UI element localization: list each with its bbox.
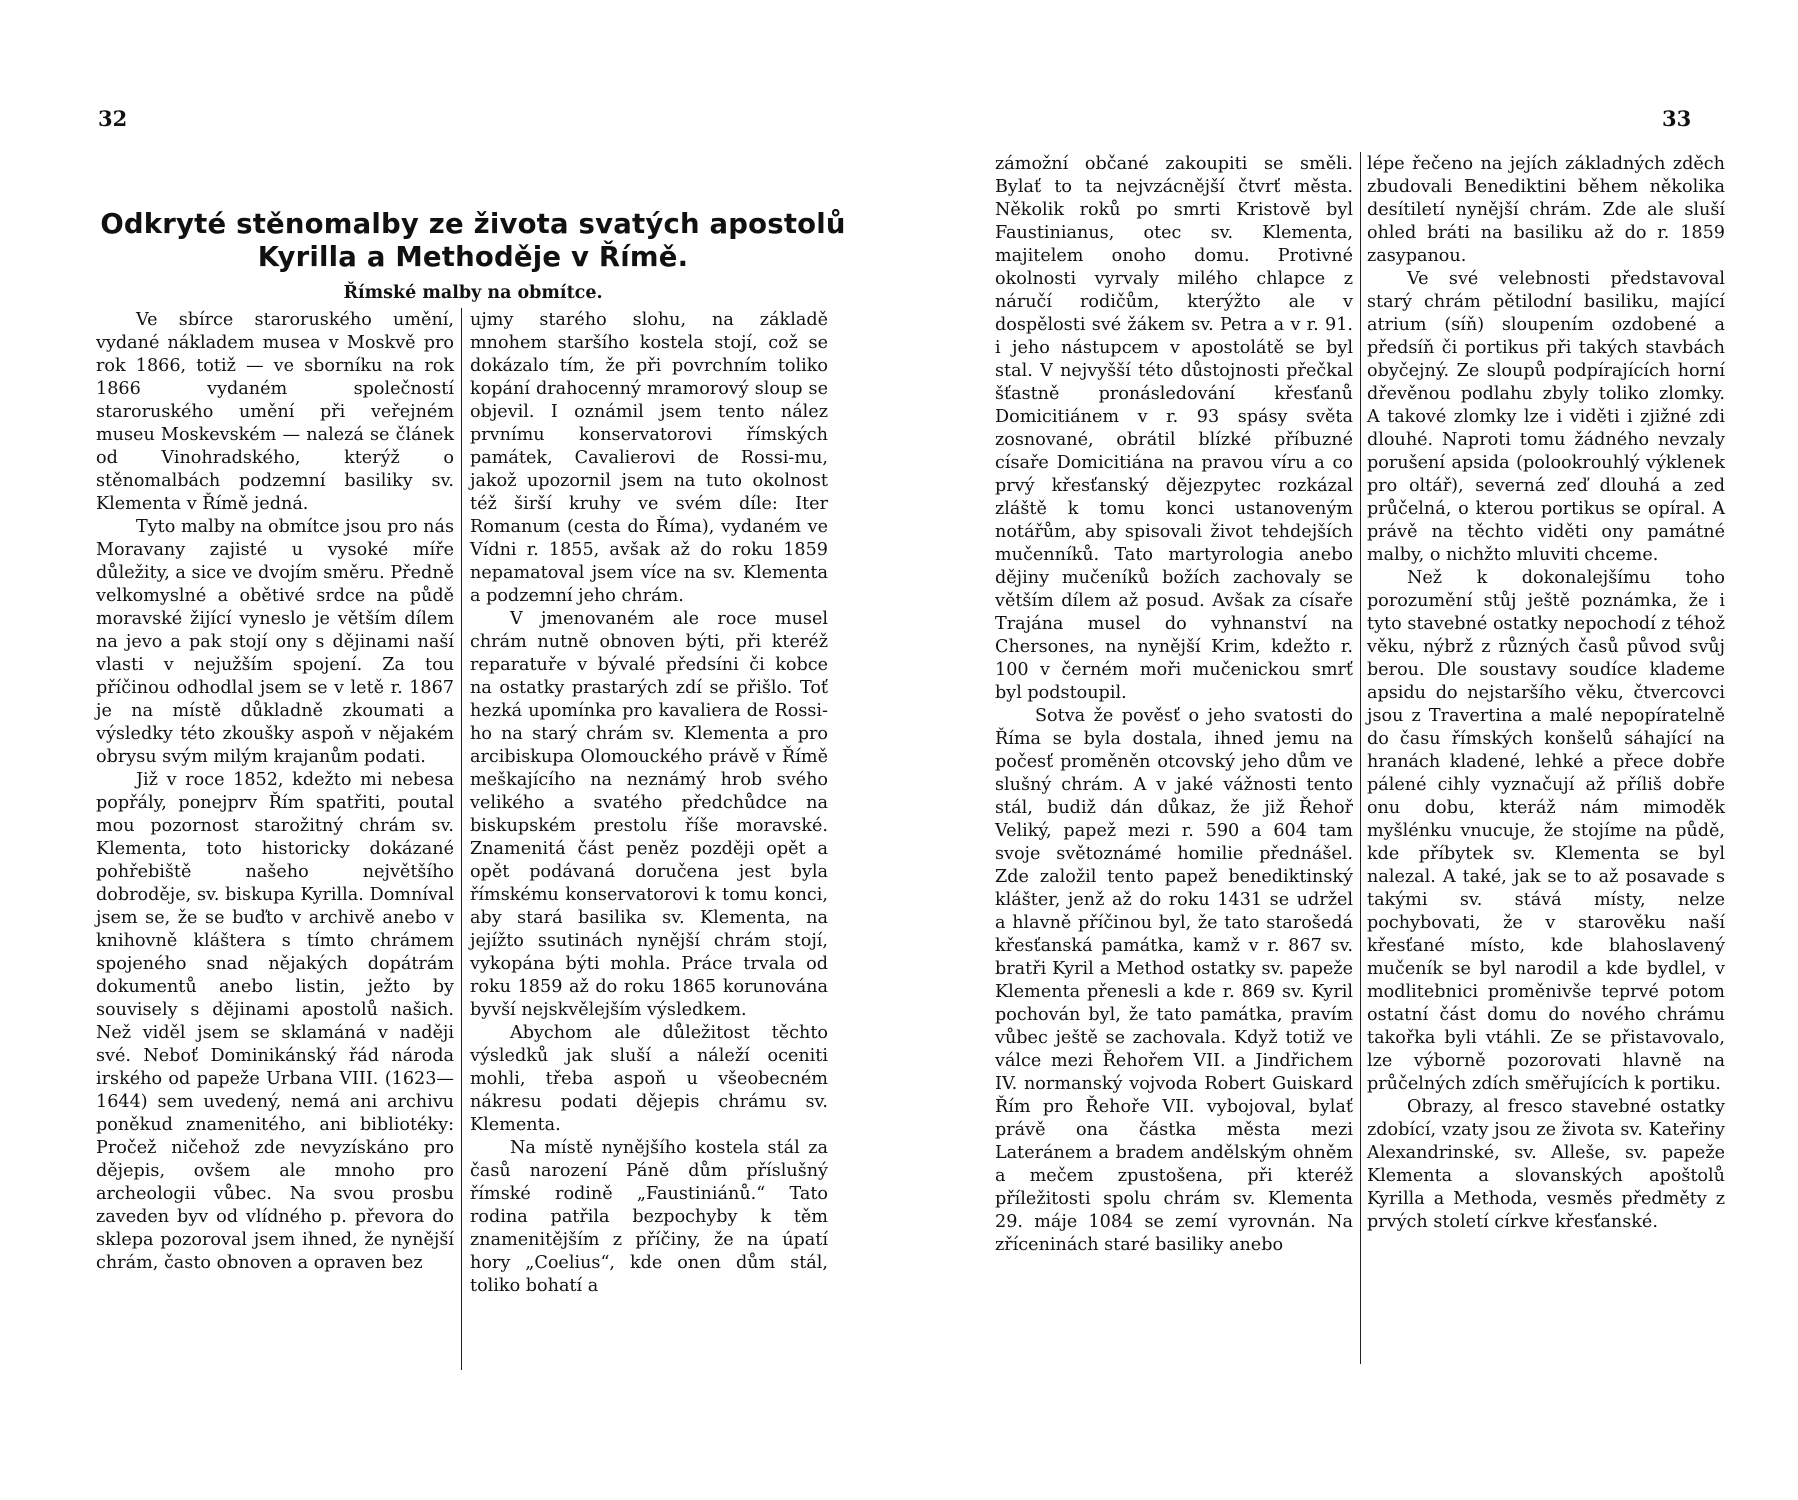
article-title-line-1: Odkryté stěnomalby ze života svatých apostolů bbox=[100, 208, 846, 240]
left-page-number: 32 bbox=[98, 106, 128, 131]
paragraph: Sotva že pověsť o jeho svatosti do Říma se byla dostala, ihned jemu na počesť proměněn otcovský jeho dům ve slušný chrám. A v jaké vážnosti tento stál, budiž dán důkaz, že již Řehoř Veliký, papež mezi r. 590 a 604 tam svoje světoznámé homilie přednášel. Zde založil tento papež benediktinský klášter, jenž až do roku 1431 se udržel a hlavně příčinou byl, že tato starošedá křesťanská památka, kamž v r. 867 sv. bratři Kyril a Method ostatky sv. papeže Klementa přenesli a kde r. 869 sv. Kyril pochován byl, že tato památka, pravím vůbec ještě se zachovala. Když totiž ve válce mezi Řehořem VII. a Jindřichem IV. normanský vojvoda Robert Guiskard Řím pro Řehoře VII. vybojoval, bylať právě ona částka města mezi Lateránem a bradem andělským ohněm a mečem zpustošena, při kteréž příležitosti spolu chrám sv. Klementa 29. máje 1084 se zemí vyrovnán. Na zříceninách staré basiliky anebo bbox=[995, 706, 1353, 1255]
article-title-line-2: Kyrilla a Methoděje v Římě. bbox=[257, 241, 689, 273]
paragraph: Již v roce 1852, kdežto mi nebesa popřály, ponejprv Řím spatřiti, poutal mou pozornost starožitný chrám sv. Klementa, toto historicky dokázané pohřebiště našeho největšího dobroděje, sv. biskupa Kyrilla. Domníval jsem se, že se buďto v archivě anebo v knihovně kláštera s tímto chrámem spojeného snad nějakých dopátrám dokumentů anebo listin, ježto by souvisely s dějinami apostolů našich. Než viděl jsem se sklamáná v naději své. Neboť Dominikánský řád národa irského od papeže Urbana VIII. (1623—1644) sem uvedený, nemá ani archivu poněkud znamenitého, ani bibliotéky: Pročež ničehož zde nevyzískáno pro dějepis, ovšem ale mnoho pro archeologii vůbec. Na svou prosbu zaveden byv od vlídného p. převora do sklepa pozoroval jsem ihned, že nynější chrám, často obnoven a opraven bez bbox=[96, 770, 454, 1273]
paragraph: Ve sbírce staroruského umění, vydané nákladem musea v Moskvě pro rok 1866, totiž — ve sborníku na rok 1866 vydaném společností staroruského umění při veřejném museu Moskevském — nalezá se článek od Vinohradského, kterýž o stěnomalbách podzemní basiliky sv. Klementa v Římě jedná. bbox=[96, 310, 454, 514]
article-title bbox=[96, 208, 850, 274]
paragraph: Než k dokonalejšímu toho porozumění stůj ještě poznámka, že i tyto stavebné ostatky nepochodí z téhož věku, nýbrž z různých časů původ svůj berou. Dle soustavy soudíce klademe apsidu do nejstaršího věku, čtvercovci jsou z Travertina a malé nepopíratelně do času římských konšelů sáhající na hranách kladené, lehké a přece dobře pálené cihly vyznačují až příliš dobře onu dobu, kteráž nám mimoděk myšlénku vnucuje, že stojíme na půdě, kde příbytek sv. Klementa se byl nalezal. A také, jak se to až posavade s takými sv. stává místy, nelze pochybovati, že v starověku naší křesťané místo, kde blahoslavený mučeník se byl narodil a kde bydlel, v modlitebnici proměnivše teprvé potom ostatní část domu do nového chrámu takořka byli vtáhli. Ze se přistavovalo, lze výborně pozorovati hlavně na průčelných zdích směřujících k portiku. bbox=[1367, 568, 1725, 1094]
right-page-column-rule bbox=[1360, 152, 1361, 1364]
paragraph: Ve své velebnosti představoval starý chrám pětilodní basiliku, mající atrium (síň) sloupením ozdobené a předsíň či portikus při takých stavbách obyčejný. Ze sloupů podpírajících horní dřevěnou podlahu zbyly toliko zlomky. A takové zlomky lze i viděti i zjižné zdi dlouhé. Naproti tomu žádného nevzaly porušení apsida (polookrouhlý výklenek pro oltář), severná zeď dlouhá a zed průčelná, o kterou portikus se opíral. A právě na těchto viděti ony památné malby, o nichžto mluviti chceme. bbox=[1367, 269, 1725, 565]
left-page-column-1 bbox=[96, 309, 454, 1275]
paragraph: Tyto malby na obmítce jsou pro nás Moravany zajisté u vysoké míře důležity, a sice ve dvojím směru. Předně velkomyslné a obětivé srdce na půdě moravské žijící vyneslo je větším dílem na jevo a pak stojí ony s dějinami naší vlasti v nejužším spojení. Za tou příčinou odhodlal jsem se v letě r. 1867 je na místě důkladně zkoumati a výsledky této zkoušky aspoň v nějakém obrysu svým milým krajanům podati. bbox=[96, 517, 454, 767]
right-page-column-2 bbox=[1367, 153, 1725, 1234]
left-page-column-2 bbox=[470, 309, 828, 1298]
paragraph: zámožní občané zakoupiti se směli. Bylať to ta nejvzácnější čtvrť města. Několik roků po smrti Kristově byl Faustinianus, otec sv. Klementa, majitelem onoho domu. Protivné okolnosti vyrvaly milého chlapce z náručí rodičům, kterýžto ale v dospělosti své žákem sv. Petra a v r. 91. i jeho nástupcem v apostolátě se byl stal. V nejvyšší této důstojnosti přečkal šťastně pronásledování křesťanů Domicitiánem v r. 93 spásy světa zosnované, obrátil blízké příbuzné císaře Domicitiána na pravou víru a co prvý křesťanský dějezpytec rozkázal zláště k tomu konci ustanoveným notářům, aby spisovali život tehdejších mučenníků. Tato martyrologia anebo dějiny mučeníků božích zachovaly se větším dílem až posud. Avšak za císaře Trajána musel do vyhnanství na Chersones, na nynější Krim, kdežto r. 100 v černém moři mučenickou smrť byl podstoupil. bbox=[995, 154, 1353, 703]
article-subtitle: Římské malby na obmítce. bbox=[343, 283, 603, 303]
paragraph: V jmenovaném ale roce musel chrám nutně obnoven býti, při kteréž reparatuře v bývalé předsíni či kobce na ostatky prastarých zdí se přišlo. Toť hezká upomínka pro kavaliera de Rossi-ho na starý chrám sv. Klementa a pro arcibiskupa Olomouckého právě v Římě meškajícího na neznámý hrob svého velikého a svatého předchůdce na biskupském prestolu říše moravské. Znamenitá část peněz později opět a opět podávaná doručena jest byla římskému konservatorovi k tomu konci, aby stará basilika sv. Klementa, na jejížto ssutinách nynější chrám stojí, vykopána býti mohla. Práce trvala od roku 1859 až do roku 1865 korunována byvší nejskvělejším výsledkem. bbox=[470, 609, 828, 1020]
paragraph: Abychom ale důležitost těchto výsledků jak sluší a náleží oceniti mohli, třeba aspoň u všeobecném nákresu podati dějepis chrámu sv. Klementa. bbox=[470, 1023, 828, 1135]
right-page-number: 33 bbox=[1662, 106, 1692, 131]
paragraph: Na místě nynějšího kostela stál za časů narození Páně dům příslušný římské rodině „Faustiniánů.“ Tato rodina patřila bezpochyby k těm znamenitějším z příčiny, že na úpatí hory „Coelius“, kde onen dům stál, toliko bohatí a bbox=[470, 1138, 828, 1296]
left-page-column-rule bbox=[461, 308, 462, 1370]
right-page-column-1 bbox=[995, 153, 1353, 1257]
paragraph: ujmy starého slohu, na základě mnohem staršího kostela stojí, což se dokázalo tím, že při povrchním toliko kopání drahocenný mramorový sloup se objevil. I oznámil jsem tento nález prvnímu konservatorovi římských památek, Cavalierovi de Rossi-mu, jakož upozornil jsem na tuto okolnost též širší kruhy ve svém díle: Iter Romanum (cesta do Říma), vydaném ve Vídni r. 1855, avšak až do roku 1859 nepamatoval jsem více na sv. Klementa a podzemní jeho chrám. bbox=[470, 310, 828, 606]
paragraph: Obrazy, al fresco stavebné ostatky zdobící, vzaty jsou ze života sv. Kateřiny Alexandrinské, sv. Alleše, sv. papeže Klementa a slovanských apoštolů Kyrilla a Methoda, vesměs předměty z prvých století církve křesťanské. bbox=[1367, 1097, 1725, 1232]
paragraph: lépe řečeno na jejích základných zděch zbudovali Benediktini během několika desítiletí nynější chrám. Zde ale sluší ohled bráti na basiliku až do r. 1859 zasypanou. bbox=[1367, 154, 1725, 266]
